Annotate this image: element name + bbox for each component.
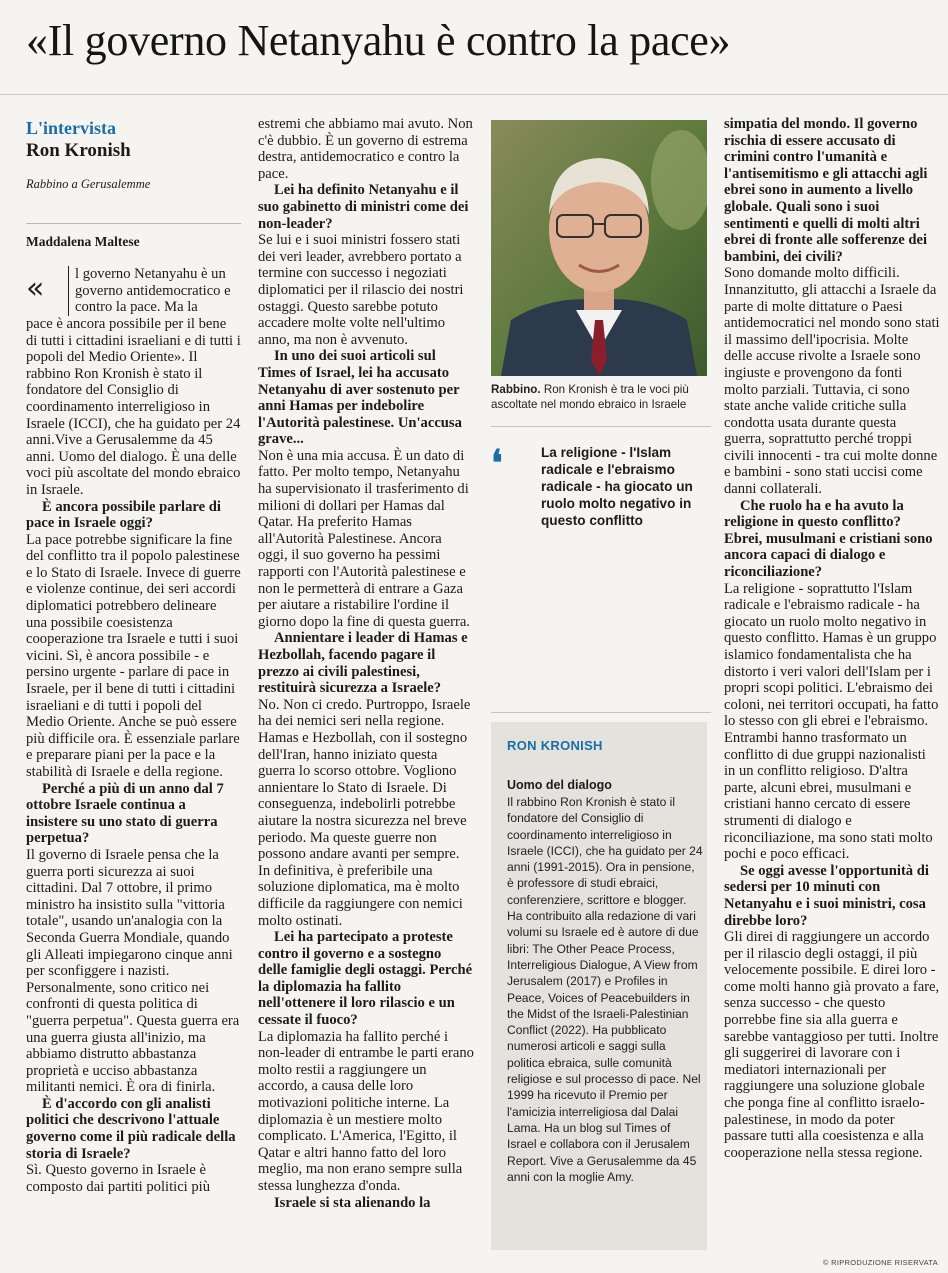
portrait-illustration bbox=[491, 120, 707, 376]
question-3: È d'accordo con gli analisti politici che descrivono l'attuale governo come il più radicale della storia di Israele? bbox=[26, 1095, 236, 1162]
quote-mark-icon: ❛ bbox=[491, 443, 503, 483]
copyright-notice: © RIPRODUZIONE RISERVATA bbox=[822, 1258, 938, 1267]
question-7: Lei ha partecipato a proteste contro il governo e a sostegno delle famiglie degli ostaggi. Perché la diplomazia ha fallito nell'ottenere il loro rilascio e un cessate il fuoco? bbox=[258, 929, 473, 1029]
headline: «Il governo Netanyahu è contro la pace» bbox=[26, 16, 731, 65]
caption-label: Rabbino. bbox=[491, 383, 541, 396]
answer-9: La religione - soprattutto l'Islam radicale e l'ebraismo radicale - ha giocato un ruolo molto negativo in questo conflitto. Hamas è un gruppo islamico fondamentalista che ha distorto i veri valori dell'Islam per i propri scopi politici. L'ebraismo dei coloni, nei territori occupati, ha fatto lo stesso con gli ebrei e l'ebraismo. Entrambi hanno trasformato un conflitto di due gruppi nazionalisti in un conflitto religioso. D'altra parte, alcuni ebrei, musulmani e cristiani hanno cercato di essere strumenti di dialogo e riconciliazione, ma sono stati molto pochi e poco efficaci. bbox=[724, 580, 939, 863]
question-2: Perché a più di un anno dal 7 ottobre Israele continua a insistere su uno stato di guerra perpetua? bbox=[26, 780, 224, 847]
portrait-photo bbox=[491, 120, 707, 376]
byline-divider bbox=[26, 223, 241, 224]
sidebar-body: Il rabbino Ron Kronish è stato il fondatore del Consiglio di coordinamento interreligioso in Israele (ICCI), che ha guidato per 24 anni (1991-2015). Ora in pensione, è professore di studi ebraici, conferenziere, scrittore e blogger. Ha contribuito alla redazione di vari volumi su Israele ed è autore di due libri: The Other Peace Process, Interreligious Dialogue, A View from Jerusalem (2017) e Profiles in Peace, Voices of Peacebuilders in the Midst of the Israeli-Palestinian Conflict (2022). Ha pubblicato numerosi articoli e saggi sulla politica ebraica, sulle comunità religiose e sul processo di pace. Nel 1999 ha ricevuto il Premio per l'amicizia interreligiosa dal Dalai Lama. Ha un blog sul Times of Israel e collabora con il Jerusalem Report. Vive a Gerusalemme da 45 anni con la moglie Amy. bbox=[507, 795, 703, 1184]
interviewee-role: Rabbino a Gerusalemme bbox=[26, 177, 151, 191]
caption-divider bbox=[491, 426, 711, 427]
question-5: In uno dei suoi articoli sul Times of Israel, lei ha accusato Netanyahu di aver sostenuto per anni Hamas per indebolire l'Autorità palestinese. Un'accusa grave... bbox=[258, 348, 462, 448]
question-9: Che ruolo ha e ha avuto la religione in questo conflitto? Ebrei, musulmani e cristiani sono ancora capaci di dialogo e riconciliazione? bbox=[724, 497, 933, 581]
answer-10: Gli direi di raggiungere un accordo per il rilascio degli ostaggi, il più velocemente possibile. E direi loro - come molti hanno già provato a fare, senza successo - che questo porrebbe fine sia alla guerra e sarebbe vantaggioso per tutti. Inoltre gli suggerirei di lavorare con i mediatori internazionali per raggiungere una soluzione globale che ponga fine al conflitto israelo-palestinese, in modo da poter passare tutti alla coesistenza e alla cooperazione nella stessa regione. bbox=[724, 929, 940, 1161]
question-4: Lei ha definito Netanyahu e il suo gabinetto di ministri come dei non-leader? bbox=[258, 182, 469, 232]
answer-4: Se lui e i suoi ministri fossero stati dei veri leader, avrebbero portato a termine con successo i negoziati diplomatici per il rilascio dei nostri ostaggi. Questo sarebbe potuto accadere molte volte nell'ultimo anno, ma non è avvenuto. bbox=[258, 232, 464, 348]
answer-3-continued: estremi che abbiamo mai avuto. Non c'è dubbio. È un governo di estrema destra, antidemocratico e contro la pace. bbox=[258, 116, 473, 182]
answer-7: La diplomazia ha fallito perché i non-leader di entrambe le parti erano molto restii a raggiungere un accordo, a causa delle loro motivazioni politiche interne. La diplomazia è un mestiere molto complicato. L'America, l'Egitto, il Qatar e altri hanno fatto del loro meglio, ma non erano sempre sulla stessa lunghezza d'onda. bbox=[258, 1028, 474, 1194]
photo-caption bbox=[491, 382, 711, 412]
sidebar-heading: Uomo del dialogo bbox=[507, 778, 612, 792]
section-kicker: L'intervista bbox=[26, 118, 116, 138]
sidebar-title: RON KRONISH bbox=[507, 738, 603, 753]
header-divider bbox=[0, 94, 948, 95]
intro-paragraph: pace è ancora possibile per il bene di tutti i cittadini israeliani e di tutti i popoli del Medio Oriente». Il rabbino Ron Kronish è stato il fondatore del Consiglio di coordinamento interreligioso in Israele (ICCI), che ha guidato per 24 anni.Vive a Gerusalemme da 45 anni. Uomo del dialogo. È una delle voci più ascoltate del mondo ebraico in Israele. bbox=[26, 315, 241, 498]
answer-6: No. Non ci credo. Purtroppo, Israele ha dei nemici seri nella regione. Hamas e Hezbollah, con il sostegno dell'Iran, hanno iniziato questa guerra lo scorso ottobre. Vogliono annientare lo Stato di Israele. Di conseguenza, indebolirli potrebbe aiutare la nostra sicurezza nel breve periodo. Ma queste guerre non possono andare avanti per sempre. In definitiva, è preferibile una soluzione diplomatica, ma è molto difficile da raggiungere con nemici molto ostinati. bbox=[258, 696, 471, 929]
answer-5: Non è una mia accusa. È un dato di fatto. Per molto tempo, Netanyahu ha supervisionato il trasferimento di milioni di dollari per Hamas dal Qatar. Ha preferito Hamas all'Autorità Palestinese. Ancora oggi, il suo governo ha pessimi rapporti con l'Autorità palestinese e non le permetterà di entrare a Gaza per aiutare a ristabilire l'ordine il giorno dopo la fine di questa guerra. bbox=[258, 447, 470, 630]
intro bbox=[26, 266, 241, 498]
column-2 bbox=[258, 116, 474, 1211]
pull-quote: La religione - l'Islam radicale e l'ebraismo radicale - ha giocato un ruolo molto negativo in questo conflitto bbox=[541, 445, 693, 528]
question-10: Se oggi avesse l'opportunità di sedersi per 10 minuti con Netanyahu e i suoi ministri, cosa direbbe loro? bbox=[724, 862, 929, 929]
question-6: Annientare i leader di Hamas e Hezbollah, facendo pagare il prezzo ai civili palestinesi, restituirà sicurezza a Israele? bbox=[258, 630, 468, 697]
answer-2: Il governo di Israele pensa che la guerra porti sicurezza ai suoi cittadini. Dal 7 ottobre, il primo ministro ha insistito sulla "vittoria totale", usando un'analogia con la Seconda Guerra Mondiale, quando gli Alleati impiegarono cinque anni per sconfiggere i nazisti. Personalmente, sono critico nei confronti di questa politica di "guerra perpetua". Questa guerra era una guerra giusta all'inizio, ma abbiamo distrutto abbastanza proprietà e ucciso abbastanza militanti nemici. È ora di finirla. bbox=[26, 846, 240, 1096]
answer-8: Sono domande molto difficili. Innanzitutto, gli attacchi a Israele da parte di molte dittature o Paesi antidemocratici nel mondo sono stati il massimo dell'ipocrisia. Molte delle accuse rivolte a Israele sono ingiuste e provengono da fonti molto parziali. Tuttavia, ci sono state anche valide critiche sulla condotta usata durante questa guerra, soprattutto perché troppi civili innocenti - tra cui molte donne e bambini - sono stati uccisi come danni collaterali. bbox=[724, 265, 940, 498]
author-byline: Maddalena Maltese bbox=[26, 233, 140, 249]
column-1 bbox=[26, 118, 241, 1195]
intro-first-line: l governo Netanyahu è un governo antidemocratico e contro la pace. Ma la bbox=[68, 266, 241, 316]
column-4 bbox=[724, 116, 940, 1161]
interviewee-name: Ron Kronish bbox=[26, 140, 131, 161]
question-8-continued: simpatia del mondo. Il governo rischia di essere accusato di crimini contro l'umanità e l'antisemitismo e gli attacchi agli ebrei sono in aumento a livello globale. Quali sono i suoi sentimenti e quelli di molti altri ebrei di fronte alle sofferenze dei bambini, dei civili? bbox=[724, 116, 928, 265]
question-1: È ancora possibile parlare di pace in Israele oggi? bbox=[26, 498, 221, 532]
answer-1: La pace potrebbe significare la fine del conflitto tra il popolo palestinese e lo Stato di Israele. Invece di guerre e violenze continue, dei seri accordi diplomatici potrebbero delineare una possibile coesistenza cooperazione tra Israele e tutti i suoi vicini. Sì, è ancora possibile - e persino urgente - parlare di pace in Israele, per il bene di tutti i cittadini israeliani e di tutti i popoli del Medio Oriente. Anche se può essere più difficile ora. È essenziale parlare e preparare piani per la pace e la stabilità di Israele e della regione. bbox=[26, 531, 241, 780]
pull-quote-divider bbox=[491, 712, 711, 713]
caption-text: Ron Kronish è tra le voci più ascoltate nel mondo ebraico in Israele bbox=[491, 383, 689, 412]
question-8-start: Israele si sta alienando la bbox=[274, 1194, 431, 1211]
bio-sidebar bbox=[491, 722, 707, 1250]
answer-3: Sì. Questo governo in Israele è composto dai partiti politici più bbox=[26, 1162, 211, 1195]
open-quote-icon: « bbox=[26, 271, 45, 307]
